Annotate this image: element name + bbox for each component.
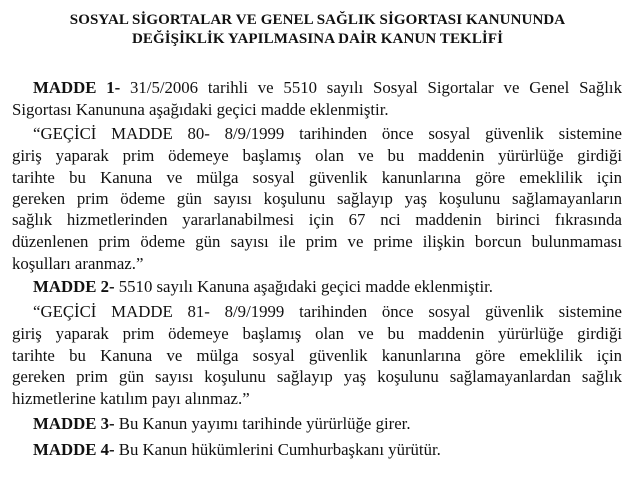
gecici-80-line-1: “GEÇİCİ MADDE 80- 8/9/1999 tarihinden önce sosyal güvenlik sistemine [33, 124, 622, 143]
gecici-80-line-7: koşulları aranmaz.” [12, 254, 144, 273]
madde-3-text: Bu Kanun yayımı tarihinde yürürlüğe girer. [114, 414, 411, 433]
gecici-80-line-6: düzenlenen prim ödeme gün sayısı ile prim ve prime ilişkin borcun bulunmaması [12, 232, 622, 251]
madde-2-line [33, 277, 622, 297]
madde-3-label: MADDE 3- [33, 414, 115, 433]
gecici-80-line-5: sağlık hizmetlerinden yararlanabilmesi için 67 nci maddenin birinci fıkrasında [12, 210, 622, 229]
madde-2-label: MADDE 2- [33, 277, 115, 296]
document-title-line-2: DEĞİŞİKLİK YAPILMASINA DAİR KANUN TEKLİFİ [131, 31, 504, 47]
gecici-81-line-1: “GEÇİCİ MADDE 81- 8/9/1999 tarihinden önce sosyal güvenlik sistemine [33, 302, 622, 321]
madde-4-text: Bu Kanun hükümlerini Cumhurbaşkanı yürütür. [114, 440, 441, 459]
madde-1-line-1 [33, 78, 622, 98]
madde-2-text: 5510 sayılı Kanuna aşağıdaki geçici madde eklenmiştir. [114, 277, 493, 296]
gecici-81-line-4: gereken prim gün sayısı koşulunu sağlayıp yaş koşulunu sağlamayanlardan sağlık [12, 367, 622, 386]
gecici-81-line-2: giriş yaparak prim ödemeye başlamış olan ve bu maddenin yürürlüğe girdiği [12, 324, 622, 343]
madde-1-line-2: Sigortası Kanununa aşağıdaki geçici madde eklenmiştir. [12, 100, 389, 119]
madde-3-line [33, 414, 622, 434]
madde-4-label: MADDE 4- [33, 440, 115, 459]
gecici-81-line-5: hizmetlerine katılım payı alınmaz.” [12, 389, 250, 408]
madde-1-label: MADDE 1- [33, 78, 121, 97]
madde-1-text-1: 31/5/2006 tarihli ve 5510 sayılı Sosyal Sigortalar ve Genel Sağlık [120, 78, 622, 97]
gecici-80-line-2: giriş yaparak prim ödemeye başlamış olan ve bu maddenin yürürlüğe girdiği [12, 146, 622, 165]
gecici-81-line-3: tarihte bu Kanuna ve mülga sosyal güvenlik kanunlarına göre emeklilik için [12, 346, 622, 365]
gecici-80-line-3: tarihte bu Kanuna ve mülga sosyal güvenlik kanunlarına göre emeklilik için [12, 168, 622, 187]
document-title-line-1: SOSYAL SİGORTALAR VE GENEL SAĞLIK SİGORTASI KANUNUNDA [69, 12, 566, 28]
gecici-80-line-4: gereken prim ödeme gün sayısı koşulunu sağlayıp yaş koşulunu sağlamayanların [12, 189, 622, 208]
madde-4-line [33, 440, 622, 460]
